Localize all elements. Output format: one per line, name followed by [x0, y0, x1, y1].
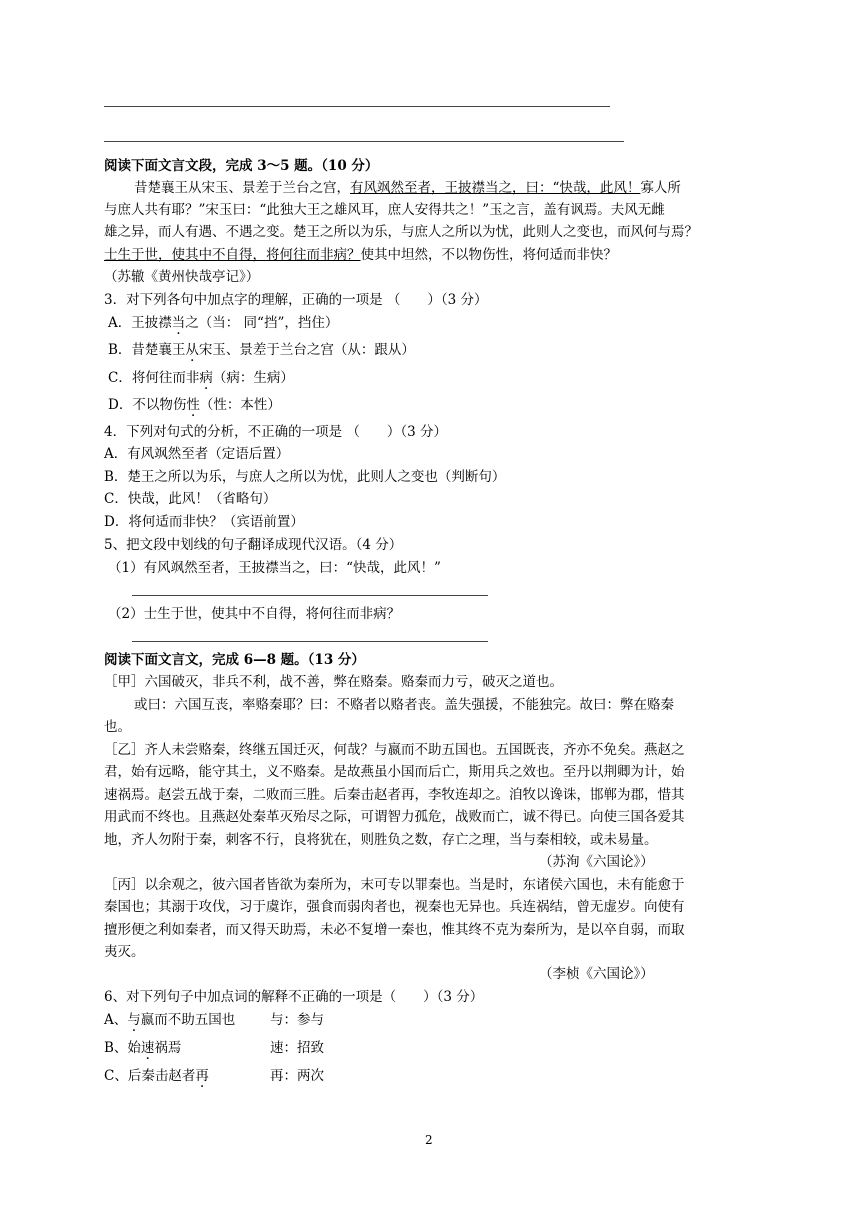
- dotted-char: 与: [127, 1012, 141, 1028]
- option-c: C．快哉，此风！（省略句）: [104, 491, 277, 507]
- passage-line: 地，齐人勿附于秦，刺客不行，良将犹在，则胜负之数，存亡之理，当与秦相较，或未易量。: [104, 832, 658, 848]
- question-stem: 4．下列对句式的分析，不正确的一项是 （ ）（3 分）: [104, 424, 448, 440]
- answer-line: [104, 106, 610, 107]
- option-c: C．将何往而非病（病：生病）: [108, 370, 294, 386]
- option-a-explanation: 与：参与: [270, 1012, 324, 1028]
- option-a: A．有风飒然至者（定语后置）: [104, 446, 290, 462]
- answer-line: [104, 141, 624, 142]
- underlined-sentence: 士生于世，使其中不自得，将何往而非病？: [104, 247, 361, 263]
- passage-line: 速祸焉。赵尝五战于秦，二败而三胜。后秦击赵者再，李牧连却之。洎牧以谗诛，邯郸为郡，惜其: [104, 787, 685, 803]
- passage-line: [104, 245, 617, 265]
- section-heading: 阅读下面文言文段，完成 3～5 题。（10 分）: [104, 158, 379, 174]
- dotted-char: 性: [186, 397, 200, 413]
- dotted-char: 速: [140, 1040, 155, 1056]
- dotted-char: 病: [199, 370, 213, 386]
- passage-line: 君，始有远略，能守其土，义不赂秦。是故燕虽小国而后亡，斯用兵之效也。至丹以荆卿为计，始: [104, 764, 685, 780]
- section-heading: 阅读下面文言文，完成 6—8 题。（13 分）: [104, 652, 365, 668]
- underlined-sentence: 有风飒然至者，王披襟当之，曰：“快哉，此风！: [350, 180, 641, 196]
- passage-line: 或曰：六国互丧，率赂秦耶？曰：不赂者以赂者丧。盖失强援，不能独完。故曰：弊在赂秦: [134, 697, 674, 713]
- option-b: B．昔楚襄王从宋玉、景差于兰台之宫（从：跟从）: [108, 342, 415, 358]
- passage-text: 使其中坦然，不以物伤性，将何适而非快？: [360, 247, 617, 263]
- answer-line: [132, 641, 488, 642]
- option-b: B、始速祸焉: [104, 1040, 182, 1056]
- source-citation: （李桢《六国论》）: [539, 966, 654, 982]
- option-a: A、与嬴而不助五国也: [104, 1012, 236, 1028]
- passage-line: 用武而不终也。且燕赵处秦革灭殆尽之际，可谓智力孤危，战败而亡，诚不得已。向使三国各爱其: [104, 809, 685, 825]
- passage-line: 夷灭。: [104, 944, 145, 960]
- dotted-char: 再: [195, 1068, 209, 1084]
- dotted-char: 当: [171, 315, 186, 331]
- question-stem: 5、把文段中划线的句子翻译成现代汉语。（4 分）: [104, 537, 403, 553]
- dotted-char: 从: [185, 342, 199, 358]
- option-b-explanation: 速：招致: [270, 1040, 324, 1056]
- source-citation: （苏辙《黄州快哉亭记》）: [104, 269, 260, 285]
- passage-line: 也。: [104, 719, 131, 735]
- passage-text: 昔楚襄王从宋玉、景差于兰台之宫，: [134, 180, 350, 196]
- passage-line: ［甲］六国破灭，非兵不利，战不善，弊在赂秦。赂秦而力亏，破灭之道也。: [104, 674, 563, 690]
- page-number: 2: [425, 1133, 433, 1147]
- translate-sentence-1: （1）有风飒然至者，王披襟当之，曰：“快哉，此风！”: [108, 560, 441, 576]
- passage-text: 寡人所: [640, 180, 681, 196]
- answer-line: [132, 595, 488, 596]
- option-c-explanation: 再：两次: [270, 1068, 324, 1084]
- option-d: D．将何适而非快？（宾语前置）: [104, 514, 304, 530]
- option-c: C、后秦击赵者再: [104, 1068, 209, 1084]
- translate-sentence-2: （2）士生于世，使其中不自得，将何往而非病？: [108, 606, 401, 622]
- source-citation: （苏洵《六国论》）: [539, 854, 654, 870]
- passage-line: 秦国也；其溺于攻伐，习于虞诈，强食而弱肉者也，视秦也无异也。兵连祸结，曾无虚岁。向使有: [104, 899, 685, 915]
- option-d: D．不以物伤性（性：本性）: [108, 397, 281, 413]
- passage-line: 擅形便之利如秦者，而又得天助焉，未必不复增一秦也，惟其终不克为秦所为，是以卒自弱，而取: [104, 922, 685, 938]
- question-stem: 6、对下列句子中加点词的解释不正确的一项是（ ）（3 分）: [104, 989, 484, 1005]
- passage-line: ［丙］以余观之，彼六国者皆欲为秦所为，末可专以罪秦也。当是时，东诸侯六国也，未有能愈于: [104, 877, 685, 893]
- passage-line: [134, 178, 681, 198]
- passage-line: ［乙］齐人未尝赂秦，终继五国迁灭，何哉？与嬴而不助五国也。五国既丧，齐亦不免矣。燕赵之: [104, 742, 685, 758]
- option-b: B．楚王之所以为乐，与庶人之所以为忧，此则人之变也（判断句）: [104, 469, 506, 485]
- passage-line: 与庶人共有耶？”宋玉曰：“此独大王之雄风耳，庶人安得共之！”玉之言，盖有讽焉。夫风无雌: [104, 202, 665, 218]
- question-stem: 3．对下列各句中加点字的理解，正确的一项是 （ ）（3 分）: [104, 292, 488, 308]
- option-a: A．王披襟当之（当： 同“挡”，挡住）: [108, 315, 339, 331]
- passage-line: 雄之异，而人有遇、不遇之变。楚王之所以为乐，与庶人之所以为忧，此则人之变也，而风何与焉？: [104, 224, 698, 240]
